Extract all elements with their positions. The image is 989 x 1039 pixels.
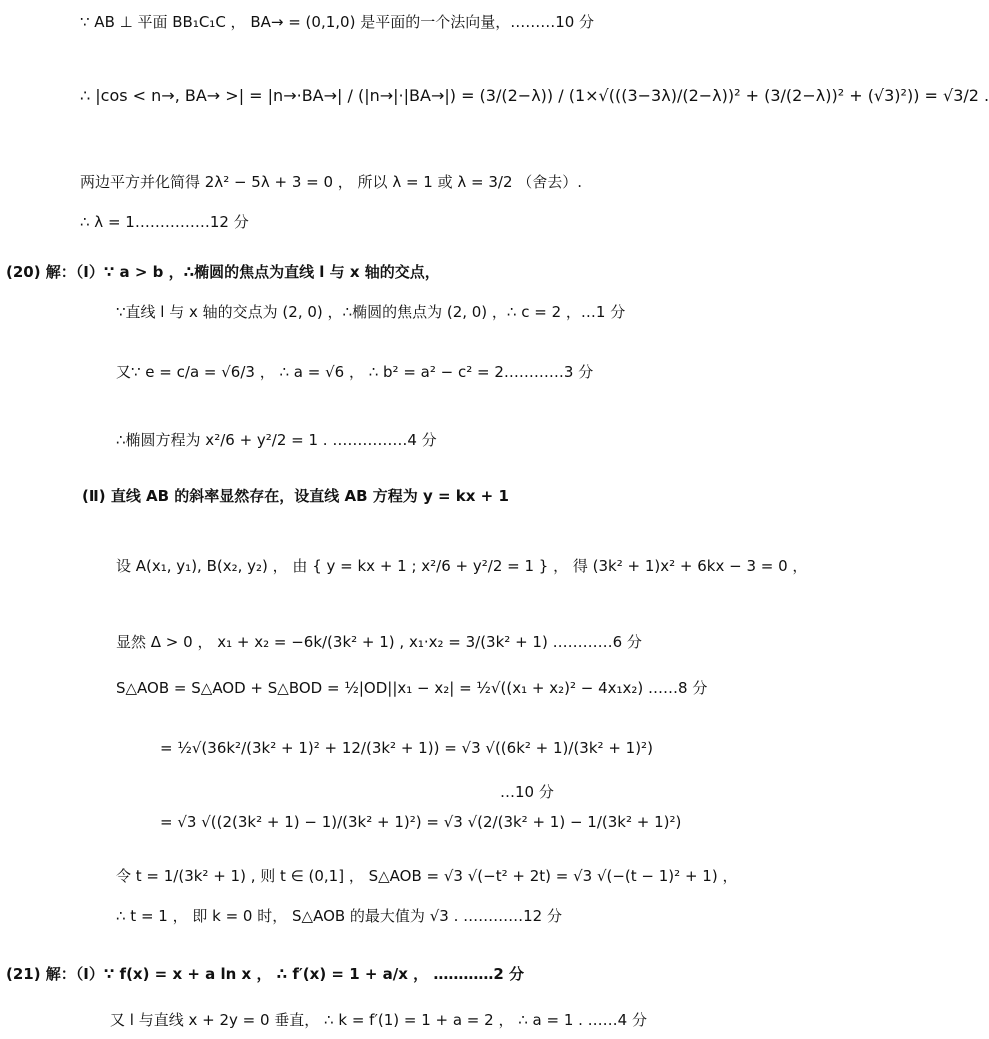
problem-21-heading: (21) 解：（Ⅰ）∵ f(x) = x + a ln x ， ∴ f′(x) = 1 + a/x ， …………2 分: [6, 965, 525, 983]
solution-line-1: ∵ AB ⊥ 平面 BB₁C₁C ， BA→ = (0,1,0) 是平面的一个法向量，………10 分: [80, 13, 595, 31]
solution-line-14: …10 分: [500, 783, 554, 801]
solution-line-3: 两边平方并化简得 2λ² − 5λ + 3 = 0 ， 所以 λ = 1 或 λ = 3/2 （舍去）.: [80, 173, 583, 191]
solution-line-19: 又 l 与直线 x + 2y = 0 垂直， ∴ k = f′(1) = 1 + a = 2 ， ∴ a = 1 . ……4 分: [110, 1011, 647, 1029]
solution-line-12: S△AOB = S△AOD + S△BOD = ½|OD||x₁ − x₂| = ½√((x₁ + x₂)² − 4x₁x₂) ……8 分: [116, 679, 708, 697]
solution-line-11: 显然 Δ > 0 ， x₁ + x₂ = −6k/(3k² + 1) , x₁·x₂ = 3/(3k² + 1) …………6 分: [116, 633, 642, 651]
solution-line-16: 令 t = 1/(3k² + 1) , 则 t ∈ (0,1] ， S△AOB = √3 √(−t² + 2t) = √3 √(−(t − 1)² + 1) ，: [116, 867, 738, 885]
solution-line-10: 设 A(x₁, y₁), B(x₂, y₂) ， 由 { y = kx + 1 ; x²/6 + y²/2 = 1 } ， 得 (3k² + 1)x² + 6kx − 3 = 0 ，: [116, 557, 808, 575]
solution-line-6: ∵直线 l 与 x 轴的交点为 (2, 0) ，∴椭圆的焦点为 (2, 0) ，∴ c = 2 ，…1 分: [116, 303, 626, 321]
solution-line-13: = ½√(36k²/(3k² + 1)² + 12/(3k² + 1)) = √3 √((6k² + 1)/(3k² + 1)²): [160, 739, 653, 757]
solution-line-15: = √3 √((2(3k² + 1) − 1)/(3k² + 1)²) = √3 √(2/(3k² + 1) − 1/(3k² + 1)²): [160, 813, 682, 831]
solution-line-17: ∴ t = 1 ， 即 k = 0 时， S△AOB 的最大值为 √3 . …………12 分: [116, 907, 562, 925]
solution-line-8: ∴椭圆方程为 x²/6 + y²/2 = 1 . ……………4 分: [116, 431, 437, 449]
solution-line-4: ∴ λ = 1……………12 分: [80, 213, 249, 231]
solution-line-7: 又∵ e = c/a = √6/3 ， ∴ a = √6 ， ∴ b² = a² − c² = 2…………3 分: [116, 363, 594, 381]
problem-20-part-2: (Ⅱ) 直线 AB 的斜率显然存在，设直线 AB 方程为 y = kx + 1: [82, 487, 509, 505]
problem-20-heading: (20) 解：（Ⅰ）∵ a > b ，∴椭圆的焦点为直线 l 与 x 轴的交点，: [6, 263, 440, 281]
solution-line-2: ∴ |cos < n→, BA→ >| = |n→·BA→| / (|n→|·|BA→|) = (3/(2−λ)) / (1×√(((3−3λ)/(2−λ))² + (3/(2−λ))² + (√3)²)) = √3/2 .: [80, 86, 989, 105]
